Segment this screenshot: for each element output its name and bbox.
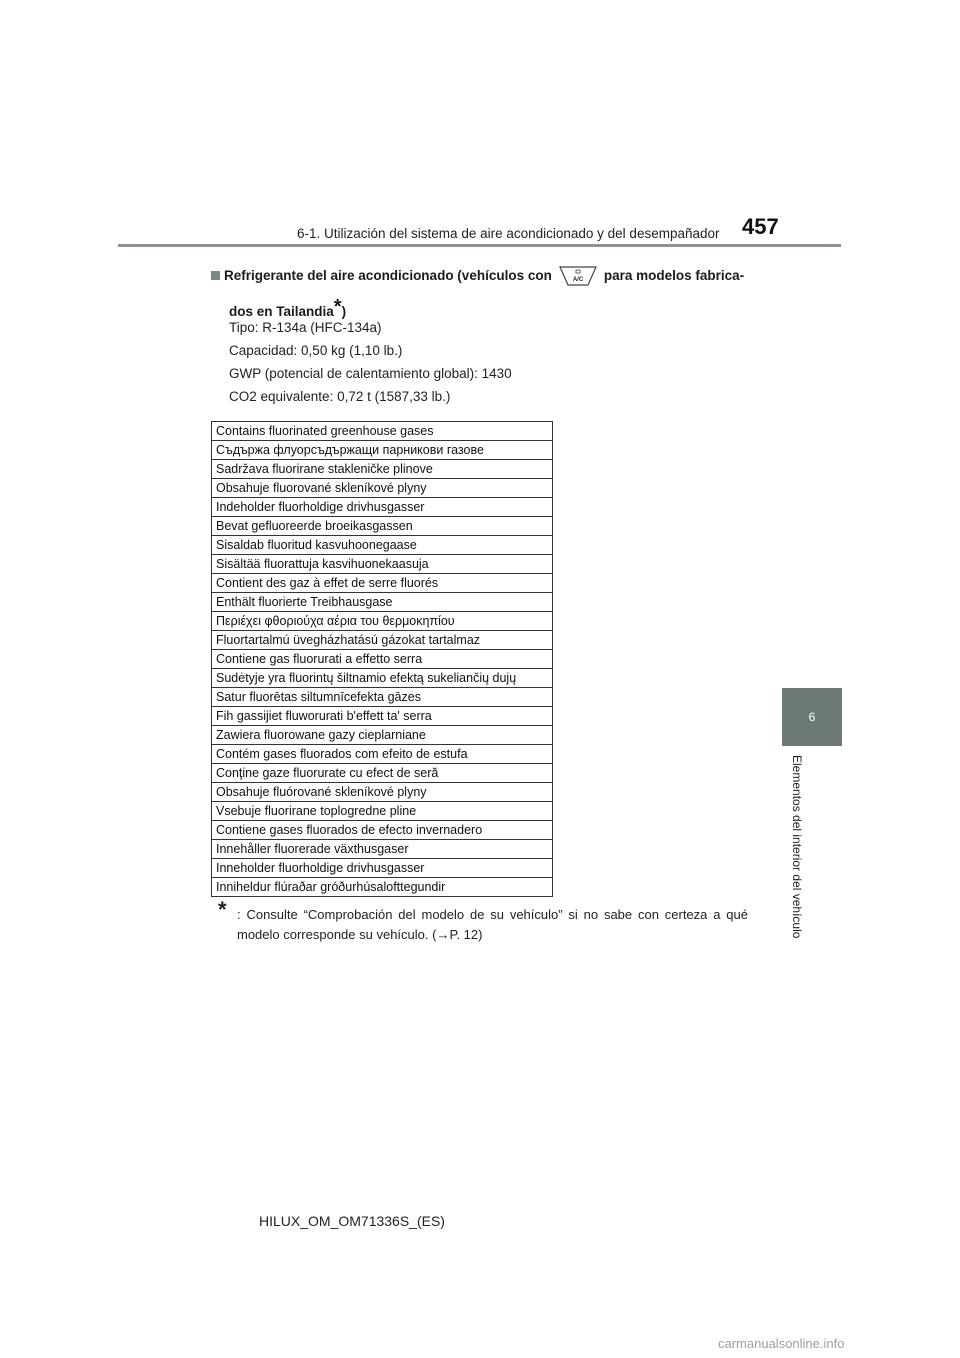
table-row	[212, 764, 553, 783]
table-row	[212, 441, 553, 460]
table-cell: Contém gases fluorados com efeito de estufa	[212, 745, 553, 764]
table-row	[212, 745, 553, 764]
table-cell: Fih gassijiet fluworurati b'effett ta' serra	[212, 707, 553, 726]
table-cell: Contiene gases fluorados de efecto invernadero	[212, 821, 553, 840]
table-row	[212, 460, 553, 479]
table-cell: Inneholder fluorholdige drivhusgasser	[212, 859, 553, 878]
table-cell: Contient des gaz à effet de serre fluorés	[212, 574, 553, 593]
table-row	[212, 726, 553, 745]
table-row	[212, 840, 553, 859]
section-heading-line2	[229, 296, 346, 319]
table-cell: Sudėtyje yra fluorintų šiltnamio efektą sukeliančių dujų	[212, 669, 553, 688]
footnote-star: *	[218, 897, 227, 922]
table-row	[212, 612, 553, 631]
footnote-text: : Consulte “Comprobación del modelo de su vehículo” si no sabe con certeza a qué modelo corresponde su vehículo. (→P. 12)	[237, 907, 748, 942]
table-row	[212, 783, 553, 802]
header-divider	[118, 244, 841, 247]
table-cell: Περιέχει φθοριούχα αέρια του θερμοκηπίου	[212, 612, 553, 631]
spec-co2: CO2 equivalente: 0,72 t (1587,33 lb.)	[229, 389, 451, 404]
table-row	[212, 574, 553, 593]
table-row	[212, 631, 553, 650]
footnote	[218, 897, 748, 945]
document-code: HILUX_OM_OM71336S_(ES)	[259, 1213, 445, 1229]
table-cell: Sadržava fluorirane stakleničke plinove	[212, 460, 553, 479]
table-cell: Contains fluorinated greenhouse gases	[212, 422, 553, 441]
ac-icon-text: A/C	[572, 277, 584, 283]
heading-text-line2: dos en Tailandia	[229, 304, 334, 319]
table-cell: Satur fluorētas siltumnīcefekta gāzes	[212, 688, 553, 707]
table-cell: Vsebuje fluorirane toplogredne pline	[212, 802, 553, 821]
table-row	[212, 878, 553, 897]
greenhouse-gas-label-table	[211, 421, 553, 897]
heading-close: )	[341, 304, 347, 319]
table-row	[212, 517, 553, 536]
table-row	[212, 479, 553, 498]
table-row	[212, 802, 553, 821]
table-cell: Съдържа флуорсъдържащи парникови газове	[212, 441, 553, 460]
chapter-label: Elementos del interior del vehículo	[790, 755, 804, 939]
table-cell: Sisaldab fluoritud kasvuhoonegaase	[212, 536, 553, 555]
page-number: 457	[742, 214, 779, 239]
table-row	[212, 821, 553, 840]
watermark[interactable]: carmanualsonline.info	[718, 1336, 845, 1351]
section-title: 6-1. Utilización del sistema de aire acondicionado y del desempañador	[297, 226, 720, 241]
table-cell: Enthält fluorierte Treibhausgase	[212, 593, 553, 612]
heading-text-part2: para modelos fabrica-	[603, 268, 745, 283]
table-row	[212, 669, 553, 688]
table-cell: Conţine gaze fluorurate cu efect de seră	[212, 764, 553, 783]
ac-button-icon	[558, 266, 598, 286]
table-row	[212, 536, 553, 555]
table-cell: Sisältää fluorattuja kasvihuonekaasuja	[212, 555, 553, 574]
section-heading	[211, 266, 756, 286]
table-row	[212, 707, 553, 726]
table-row	[212, 555, 553, 574]
square-bullet-icon	[211, 271, 220, 280]
table-row	[212, 859, 553, 878]
table-row	[212, 422, 553, 441]
table-cell: Contiene gas fluorurati a effetto serra	[212, 650, 553, 669]
spec-capacity: Capacidad: 0,50 kg (1,10 lb.)	[229, 343, 403, 358]
table-cell: Obsahuje fluorované skleníkové plyny	[212, 479, 553, 498]
chapter-number: 6	[808, 710, 816, 724]
table-cell: Inniheldur flúraðar gróðurhúsalofttegundir	[212, 878, 553, 897]
table-row	[212, 498, 553, 517]
table-cell: Obsahuje fluórované skleníkové plyny	[212, 783, 553, 802]
footnote-marker: *	[333, 296, 342, 318]
table-cell: Innehåller fluorerade växthusgaser	[212, 840, 553, 859]
table-row	[212, 650, 553, 669]
table-cell: Fluortartalmú üvegházhatású gázokat tartalmaz	[212, 631, 553, 650]
table-row	[212, 593, 553, 612]
spec-type: Tipo: R-134a (HFC-134a)	[229, 320, 382, 335]
table-cell: Indeholder fluorholdige drivhusgasser	[212, 498, 553, 517]
table-row	[212, 688, 553, 707]
table-cell: Zawiera fluorowane gazy cieplarniane	[212, 726, 553, 745]
chapter-tab	[782, 688, 842, 746]
table-cell: Bevat gefluoreerde broeikasgassen	[212, 517, 553, 536]
spec-gwp: GWP (potencial de calentamiento global): 1430	[229, 366, 512, 381]
heading-text-part1: Refrigerante del aire acondicionado (vehículos con	[224, 268, 552, 283]
